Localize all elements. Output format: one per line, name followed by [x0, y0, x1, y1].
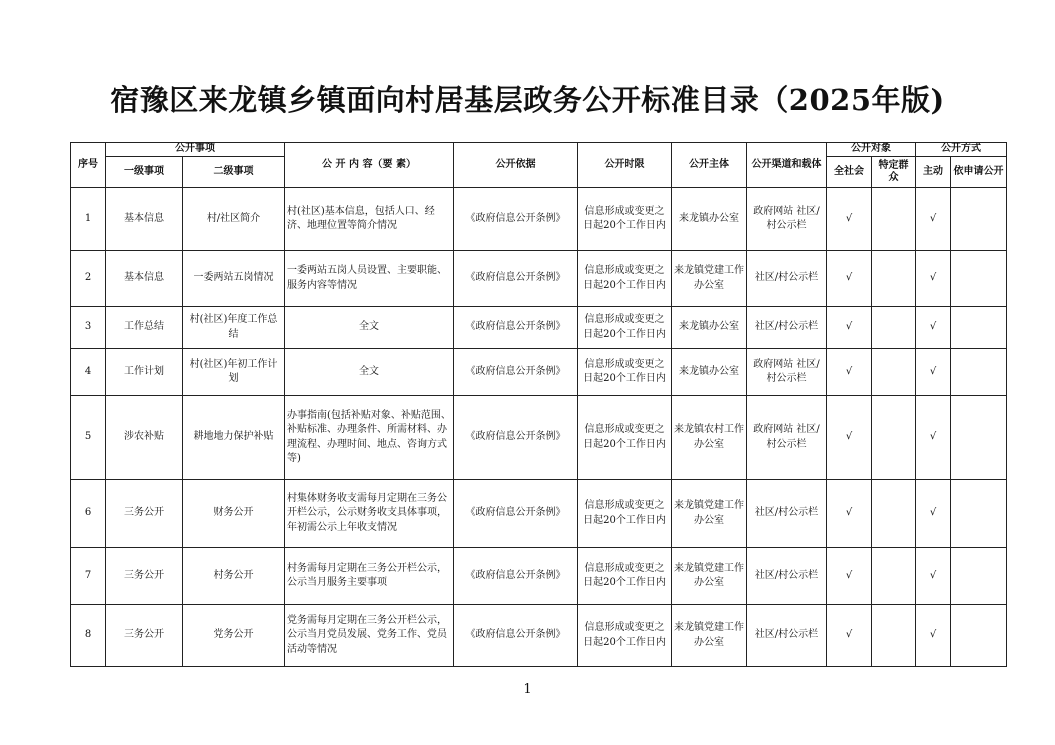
row-all-society: √ — [827, 251, 872, 307]
header-seq: 序号 — [71, 143, 106, 188]
row-specific — [872, 396, 916, 480]
row-content: 全文 — [285, 349, 454, 396]
row-time: 信息形成或变更之日起20个工作日内 — [578, 251, 672, 307]
header-subject: 公开主体 — [672, 143, 747, 188]
header-all-society: 全社会 — [827, 157, 872, 188]
row-subject: 来龙镇农村工作办公室 — [672, 396, 747, 480]
header-target: 公开对象 — [827, 143, 916, 157]
row-all-society: √ — [827, 307, 872, 349]
row-level2: 村(社区)年度工作总结 — [183, 307, 285, 349]
row-specific — [872, 349, 916, 396]
row-channel: 社区/村公示栏 — [747, 307, 827, 349]
row-channel: 社区/村公示栏 — [747, 251, 827, 307]
row-level1: 三务公开 — [106, 548, 183, 605]
row-active: √ — [916, 605, 951, 667]
row-time: 信息形成或变更之日起20个工作日内 — [578, 480, 672, 548]
row-active: √ — [916, 307, 951, 349]
row-basis: 《政府信息公开条例》 — [454, 605, 578, 667]
row-number: 7 — [71, 548, 106, 605]
row-on-request — [951, 480, 1007, 548]
row-on-request — [951, 396, 1007, 480]
row-number: 4 — [71, 349, 106, 396]
row-on-request — [951, 349, 1007, 396]
table-body — [71, 188, 1007, 667]
row-level1: 基本信息 — [106, 188, 183, 251]
row-subject: 来龙镇党建工作办公室 — [672, 480, 747, 548]
row-channel: 政府网站 社区/村公示栏 — [747, 349, 827, 396]
row-subject: 来龙镇党建工作办公室 — [672, 548, 747, 605]
row-content: 村务需每月定期在三务公开栏公示，公示当月服务主要事项 — [285, 548, 454, 605]
row-channel: 政府网站 社区/村公示栏 — [747, 188, 827, 251]
row-specific — [872, 480, 916, 548]
row-level2: 一委两站五岗情况 — [183, 251, 285, 307]
row-basis: 《政府信息公开条例》 — [454, 188, 578, 251]
row-basis: 《政府信息公开条例》 — [454, 251, 578, 307]
row-content: 一委两站五岗人员设置、主要职能、服务内容等情况 — [285, 251, 454, 307]
row-level2: 耕地地力保护补贴 — [183, 396, 285, 480]
row-channel: 社区/村公示栏 — [747, 548, 827, 605]
header-active: 主动 — [916, 157, 951, 188]
row-on-request — [951, 307, 1007, 349]
row-active: √ — [916, 188, 951, 251]
row-content: 办事指南(包括补贴对象、补贴范围、补贴标准、办理条件、所需材料、办理流程、办理时间、地点、咨询方式等) — [285, 396, 454, 480]
row-level2: 村务公开 — [183, 548, 285, 605]
row-all-society: √ — [827, 396, 872, 480]
row-number: 6 — [71, 480, 106, 548]
row-all-society: √ — [827, 548, 872, 605]
header-content: 公 开 内 容（要 素） — [285, 143, 454, 188]
page-number: 1 — [523, 682, 532, 697]
row-level1: 三务公开 — [106, 480, 183, 548]
row-content: 党务需每月定期在三务公开栏公示，公示当月党员发展、党务工作、党员活动等情况 — [285, 605, 454, 667]
row-number: 5 — [71, 396, 106, 480]
row-basis: 《政府信息公开条例》 — [454, 480, 578, 548]
row-level1: 涉农补贴 — [106, 396, 183, 480]
row-basis: 《政府信息公开条例》 — [454, 349, 578, 396]
table-row — [71, 349, 1007, 396]
row-time: 信息形成或变更之日起20个工作日内 — [578, 548, 672, 605]
row-number: 1 — [71, 188, 106, 251]
row-subject: 来龙镇办公室 — [672, 188, 747, 251]
row-level1: 三务公开 — [106, 605, 183, 667]
row-active: √ — [916, 480, 951, 548]
header-level2: 二级事项 — [183, 157, 285, 188]
header-specific: 特定群众 — [872, 157, 916, 188]
row-content: 村(社区)基本信息，包括人口、经济、地理位置等简介情况 — [285, 188, 454, 251]
row-specific — [872, 188, 916, 251]
row-specific — [872, 307, 916, 349]
row-subject: 来龙镇办公室 — [672, 307, 747, 349]
row-specific — [872, 251, 916, 307]
header-channel: 公开渠道和载体 — [747, 143, 827, 188]
row-time: 信息形成或变更之日起20个工作日内 — [578, 188, 672, 251]
row-level2: 村(社区)年初工作计划 — [183, 349, 285, 396]
row-basis: 《政府信息公开条例》 — [454, 307, 578, 349]
table-row — [71, 605, 1007, 667]
table-row — [71, 396, 1007, 480]
row-active: √ — [916, 251, 951, 307]
row-all-society: √ — [827, 188, 872, 251]
row-on-request — [951, 605, 1007, 667]
row-level2: 党务公开 — [183, 605, 285, 667]
row-specific — [872, 605, 916, 667]
row-number: 8 — [71, 605, 106, 667]
header-items: 公开事项 — [106, 143, 285, 157]
header-method: 公开方式 — [916, 143, 1007, 157]
header-level1: 一级事项 — [106, 157, 183, 188]
row-level1: 基本信息 — [106, 251, 183, 307]
row-number: 3 — [71, 307, 106, 349]
table-row — [71, 251, 1007, 307]
row-on-request — [951, 548, 1007, 605]
row-time: 信息形成或变更之日起20个工作日内 — [578, 349, 672, 396]
row-specific — [872, 548, 916, 605]
row-content: 村集体财务收支需每月定期在三务公开栏公示，公示财务收支具体事项，年初需公示上年收支情况 — [285, 480, 454, 548]
table-header — [71, 143, 1007, 188]
row-subject: 来龙镇党建工作办公室 — [672, 605, 747, 667]
row-subject: 来龙镇党建工作办公室 — [672, 251, 747, 307]
header-basis: 公开依据 — [454, 143, 578, 188]
row-channel: 社区/村公示栏 — [747, 480, 827, 548]
table-row — [71, 548, 1007, 605]
page-title: 宿豫区来龙镇乡镇面向村居基层政务公开标准目录（2025年版) — [110, 83, 945, 117]
row-time: 信息形成或变更之日起20个工作日内 — [578, 307, 672, 349]
table-row — [71, 188, 1007, 251]
row-on-request — [951, 251, 1007, 307]
row-level2: 村/社区简介 — [183, 188, 285, 251]
row-time: 信息形成或变更之日起20个工作日内 — [578, 605, 672, 667]
row-all-society: √ — [827, 605, 872, 667]
row-basis: 《政府信息公开条例》 — [454, 396, 578, 480]
row-all-society: √ — [827, 349, 872, 396]
row-subject: 来龙镇办公室 — [672, 349, 747, 396]
row-number: 2 — [71, 251, 106, 307]
row-all-society: √ — [827, 480, 872, 548]
row-basis: 《政府信息公开条例》 — [454, 548, 578, 605]
table-row — [71, 307, 1007, 349]
row-level1: 工作计划 — [106, 349, 183, 396]
row-active: √ — [916, 548, 951, 605]
table-row — [71, 480, 1007, 548]
catalog-table — [70, 142, 1007, 667]
row-active: √ — [916, 349, 951, 396]
row-level1: 工作总结 — [106, 307, 183, 349]
row-level2: 财务公开 — [183, 480, 285, 548]
row-on-request — [951, 188, 1007, 251]
row-content: 全文 — [285, 307, 454, 349]
row-channel: 社区/村公示栏 — [747, 605, 827, 667]
header-on-request: 依申请公开 — [951, 157, 1007, 188]
header-time: 公开时限 — [578, 143, 672, 188]
row-active: √ — [916, 396, 951, 480]
row-time: 信息形成或变更之日起20个工作日内 — [578, 396, 672, 480]
row-channel: 政府网站 社区/村公示栏 — [747, 396, 827, 480]
